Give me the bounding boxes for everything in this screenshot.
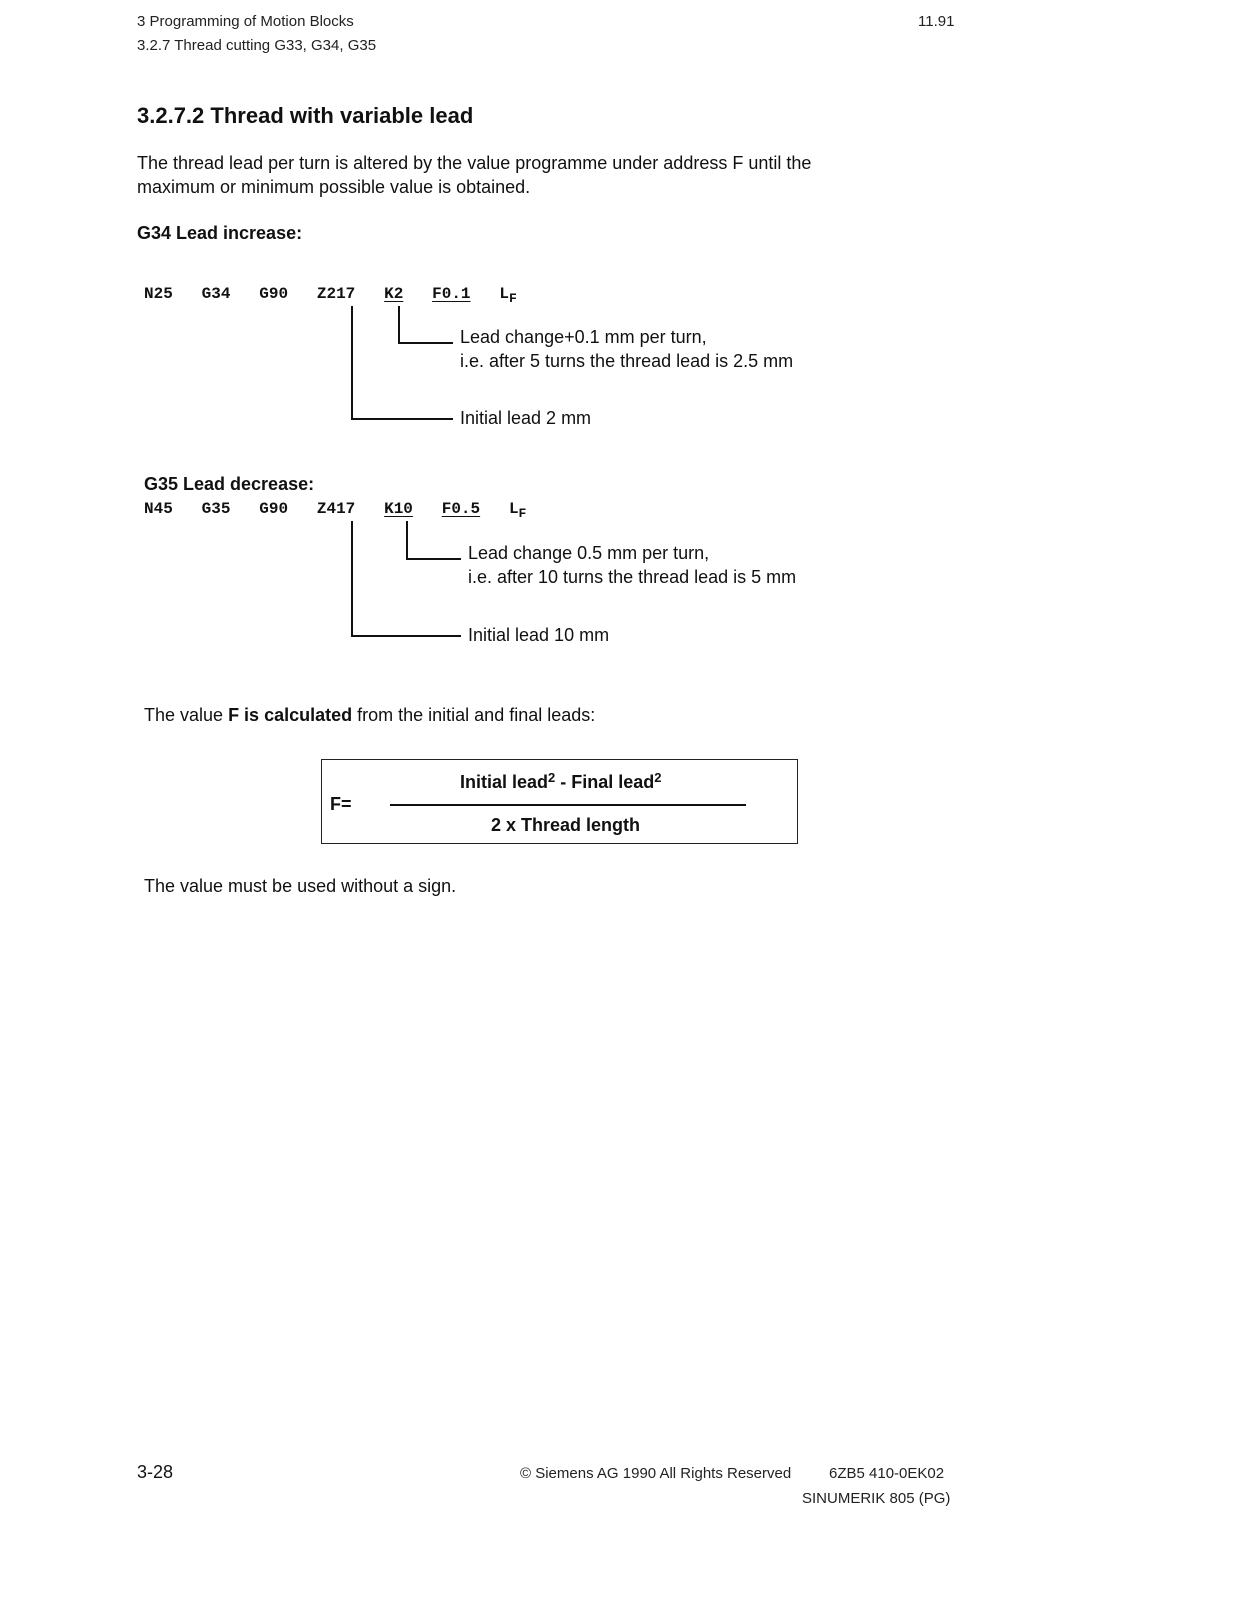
g34-annotation-f-1: Lead change+0.1 mm per turn, bbox=[460, 327, 707, 347]
code-f: F0.1 bbox=[432, 285, 471, 303]
heading-title: Thread with variable lead bbox=[210, 103, 474, 128]
code-g2: G90 bbox=[259, 285, 289, 303]
code-f: F0.5 bbox=[441, 500, 481, 518]
chapter-title: 3 Programming of Motion Blocks bbox=[137, 13, 354, 30]
order-number: 6ZB5 410-0EK02 bbox=[829, 1465, 945, 1482]
formula-lhs: F= bbox=[330, 794, 352, 814]
code-n: N25 bbox=[144, 285, 173, 303]
code-g1: G34 bbox=[201, 285, 231, 303]
fraction-bar bbox=[390, 804, 746, 806]
g34-f-connector-vertical bbox=[398, 306, 400, 343]
g35-k-connector-vertical bbox=[351, 521, 353, 636]
g35-annotation-k: Initial lead 10 mm bbox=[468, 625, 610, 645]
product-name: SINUMERIK 805 (PG) bbox=[802, 1490, 951, 1507]
code-g1: G35 bbox=[201, 500, 231, 518]
g34-annotation-f-2: i.e. after 5 turns the thread lead is 2.5 mm bbox=[460, 351, 794, 371]
g34-k-connector-horizontal bbox=[351, 418, 453, 420]
code-lf: $L_F$ bbox=[508, 500, 527, 521]
g35-annotation-f-2: i.e. after 10 turns the thread lead is 5 mm bbox=[468, 567, 797, 587]
g35-code-block bbox=[144, 500, 527, 521]
g35-k-connector-horizontal bbox=[351, 635, 461, 637]
g34-f-connector-horizontal bbox=[398, 342, 453, 344]
g34-annotation-k: Initial lead 2 mm bbox=[460, 408, 592, 428]
code-z: Z217 bbox=[316, 285, 356, 303]
g34-title: G34 Lead increase: bbox=[137, 223, 303, 243]
heading-number: 3.2.7.2 bbox=[137, 103, 205, 128]
g35-title: G35 Lead decrease: bbox=[144, 474, 315, 494]
code-z: Z417 bbox=[316, 500, 356, 518]
formula-numerator: Initial lead$^2$ - Final lead$^2$ bbox=[460, 770, 662, 792]
calc-sentence: The value F is calculated from the initial and final leads: bbox=[144, 705, 596, 725]
g35-annotation-f-1: Lead change 0.5 mm per turn, bbox=[468, 543, 710, 563]
g34-code-block bbox=[144, 285, 517, 306]
code-g2: G90 bbox=[259, 500, 289, 518]
g35-f-connector-horizontal bbox=[406, 558, 461, 560]
g34-k-connector-vertical bbox=[351, 306, 353, 419]
code-lf: $L_F$ bbox=[499, 285, 517, 306]
edition-date: 11.91 bbox=[918, 13, 955, 30]
code-k: K2 bbox=[384, 285, 404, 303]
intro-line-2: maximum or minimum possible value is obtained. bbox=[137, 177, 531, 197]
code-k: K10 bbox=[384, 500, 413, 518]
formula-denominator: 2 x Thread length bbox=[491, 815, 641, 835]
section-heading bbox=[137, 103, 473, 129]
g35-f-connector-vertical bbox=[406, 521, 408, 559]
section-title: 3.2.7 Thread cutting G33, G34, G35 bbox=[137, 37, 377, 54]
page-number: 3-28 bbox=[137, 1462, 174, 1482]
code-n: N45 bbox=[144, 500, 173, 518]
copyright: © Siemens AG 1990 All Rights Reserved bbox=[520, 1465, 792, 1482]
intro-line-1: The thread lead per turn is altered by the value programme under address F until the bbox=[137, 153, 812, 173]
sign-note: The value must be used without a sign. bbox=[144, 876, 457, 896]
